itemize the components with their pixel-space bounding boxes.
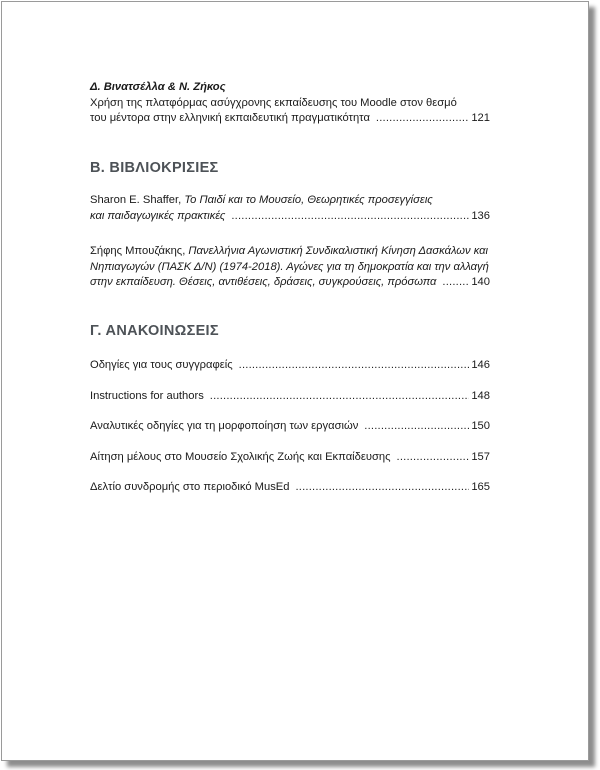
entry-label: Οδηγίες για τους συγγραφείς [90, 359, 233, 371]
section-heading-reviews: Β. ΒΙΒΛΙΟΚΡΙΣΙΕΣ [90, 159, 219, 176]
document-page [1, 1, 589, 761]
entry-author: Sharon E. Shaffer, [90, 194, 185, 206]
table-of-contents [90, 80, 490, 511]
entry-label: Αναλυτικές οδηγίες για τη μορφοποίηση των εργασιών [90, 420, 359, 432]
toc-entry-announcement [90, 450, 490, 466]
dot-leader [295, 480, 469, 496]
page-number: 150 [471, 420, 490, 432]
toc-entry-review [90, 193, 490, 224]
entry-title-line-3-row [90, 275, 490, 291]
page-number: 157 [471, 450, 490, 463]
entry-title-line-1: Πανελλήνια Αγωνιστική Συνδικαλιστική Κίνηση Δασκάλων και [188, 245, 489, 257]
dot-leader [364, 419, 469, 435]
dot-leader [239, 358, 470, 374]
entry-title-line-2-row [90, 111, 490, 127]
page-number: 121 [471, 112, 490, 124]
entry-label: Αίτηση μέλους στο Μουσείο Σχολικής Ζωής και Εκπαίδευσης [90, 450, 391, 463]
entry-label: Instructions for authors [90, 389, 204, 402]
dot-leader [397, 450, 470, 466]
section-heading-announcements: Γ. ΑΝΑΚΟΙΝΩΣΕΙΣ [90, 322, 219, 339]
toc-entry-announcement [90, 389, 490, 405]
dot-leader [210, 389, 470, 405]
toc-entry-announcement [90, 480, 490, 496]
entry-title-line-2: του μέντορα στην ελληνική εκπαιδευτική πραγματικότητα [90, 112, 370, 124]
entry-title-line-1: Χρήση της πλατφόρμας ασύγχρονης εκπαίδευσης του Moodle στον θεσμό [90, 96, 457, 109]
dot-leader [231, 209, 469, 225]
toc-entry-announcement [90, 419, 490, 435]
toc-entry-article [90, 80, 490, 127]
entry-title-line-1-row [90, 193, 490, 209]
toc-entry-review [90, 244, 490, 291]
page-number: 165 [471, 481, 490, 493]
dot-leader [442, 275, 469, 291]
entry-title-line-2: Νηπιαγωγών (ΠΑΣΚ Δ/Ν) (1974-2018). Αγώνες για τη δημοκρατία και την αλλαγή [90, 260, 489, 273]
toc-entry-announcement [90, 358, 490, 374]
page-number: 136 [471, 209, 490, 222]
entry-title-line-2-row [90, 209, 490, 225]
entry-title-line-3: στην εκπαίδευση. Θέσεις, αντιθέσεις, δράσεις, συγκρούσεις, πρόσωπα [90, 276, 437, 288]
announcements-list [90, 358, 490, 496]
dot-leader [376, 111, 469, 127]
entry-title-line-1-row [90, 244, 490, 260]
page-number: 140 [471, 276, 490, 288]
entry-title-line-2: και παιδαγωγικές πρακτικές [90, 209, 226, 222]
page-number: 148 [471, 389, 490, 402]
entry-label: Δελτίο συνδρομής στο περιοδικό MusEd [90, 481, 290, 493]
entry-authors: Δ. Βινατσέλλα & Ν. Ζήκος [90, 81, 226, 93]
entry-author: Σήφης Μπουζάκης, [90, 245, 189, 257]
entry-title-line-1: Το Παιδί και το Μουσείο, Θεωρητικές προσεγγίσεις [184, 194, 433, 206]
page-number: 146 [471, 359, 490, 371]
